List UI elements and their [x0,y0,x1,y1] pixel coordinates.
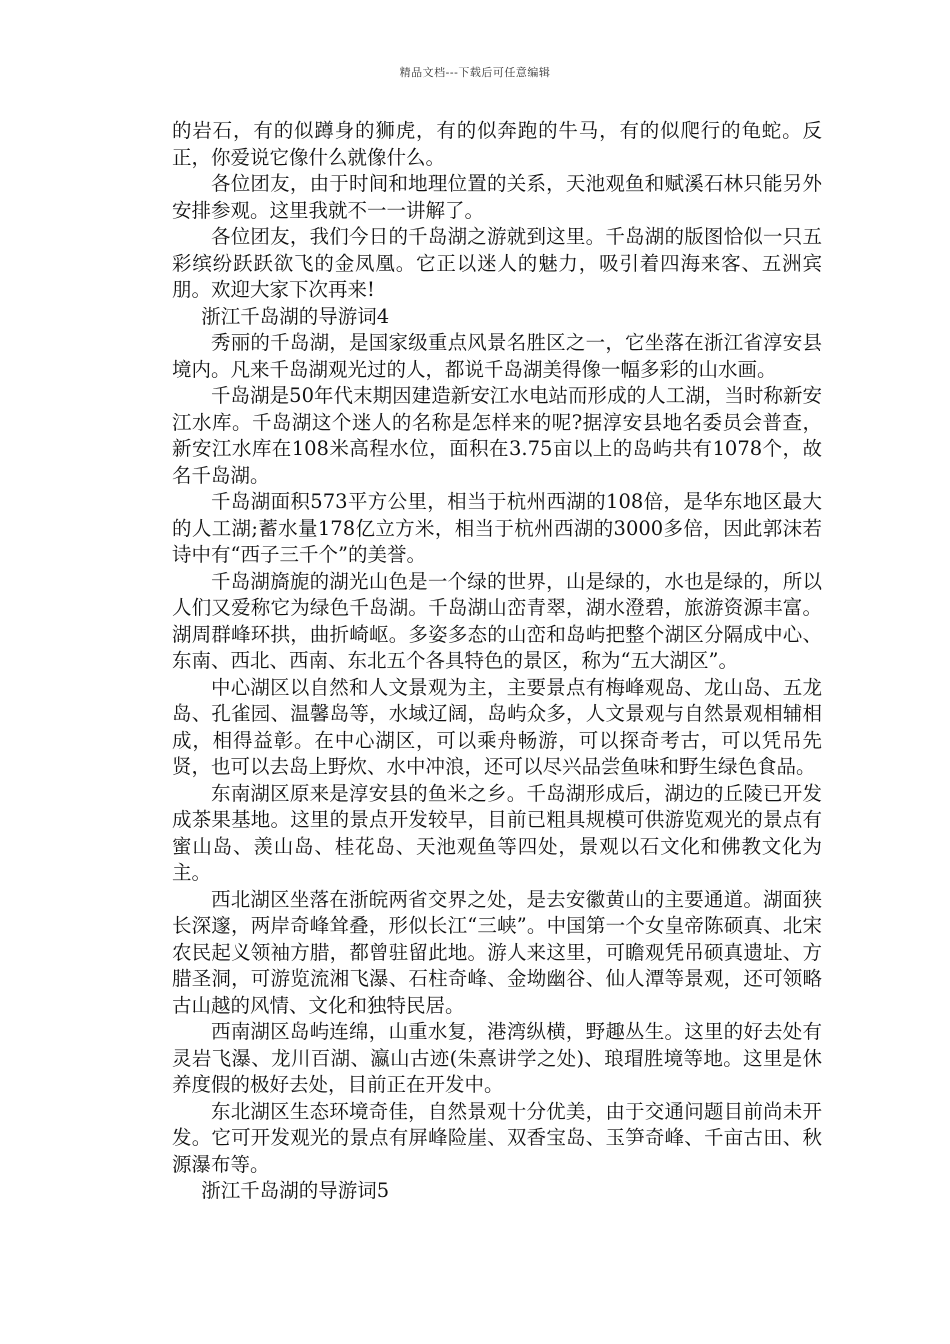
page-header: 精品文档---下载后可任意编辑 [399,66,551,79]
paragraph: 东北湖区生态环境奇佳，自然景观十分优美，由于交通问题目前尚未开发。它可开发观光的景点有屏峰险崖、双香宝岛、玉笋奇峰、千亩古田、秋源瀑布等。 [172,1099,822,1176]
paragraph: 千岛湖是50年代末期因建造新安江水电站而形成的人工湖，当时称新安江水库。千岛湖这个迷人的名称是怎样来的呢?据淳安县地名委员会普查，新安江水库在108米高程水位，面积在3.75亩以上的岛屿共有1078个，故名千岛湖。 [172,384,822,487]
paragraph: 各位团友，我们今日的千岛湖之游就到这里。千岛湖的版图恰似一只五彩缤纷跃跃欲飞的金凤凰。它正以迷人的魅力，吸引着四海来客、五洲宾朋。欢迎大家下次再来! [172,225,822,301]
paragraph: 各位团友，由于时间和地理位置的关系，天池观鱼和赋溪石林只能另外安排参观。这里我就不一一讲解了。 [172,172,822,222]
paragraph: 千岛湖面积573平方公里，相当于杭州西湖的108倍，是华东地区最大的人工湖;蓄水量178亿立方米，相当于杭州西湖的3000多倍，因此郭沫若诗中有“西子三千个”的美誉。 [172,490,822,566]
paragraph: 千岛湖旖旎的湖光山色是一个绿的世界，山是绿的，水也是绿的，所以人们又爱称它为绿色千岛湖。千岛湖山峦青翠，湖水澄碧，旅游资源丰富。湖周群峰环拱，曲折崎岖。多姿多态的山峦和岛屿把整个湖区分隔成中心、东南、西北、西南、东北五个各具特色的景区，称为“五大湖区”。 [172,569,822,672]
paragraph: 中心湖区以自然和人文景观为主，主要景点有梅峰观岛、龙山岛、五龙岛、孔雀园、温馨岛等，水域辽阔，岛屿众多，人文景观与自然景观相辅相成，相得益彰。在中心湖区，可以乘舟畅游，可以探奇考古，可以凭吊先贤，也可以去岛上野炊、水中冲浪，还可以尽兴品尝鱼味和野生绿色食品。 [172,675,822,778]
section-heading: 浙江千岛湖的导游词5 [201,1179,390,1202]
document-body [172,118,822,1205]
paragraph: 西北湖区坐落在浙皖两省交界之处，是去安徽黄山的主要通道。湖面狭长深邃，两岸奇峰耸叠，形似长江“三峡”。中国第一个女皇帝陈硕真、北宋农民起义领袖方腊，都曾驻留此地。游人来这里，可瞻观凭吊硕真遗址、方腊圣洞，可游览流湘飞瀑、石柱奇峰、金坳幽谷、仙人潭等景观，还可领略古山越的风情、文化和独特民居。 [172,887,822,1017]
paragraph: 的岩石，有的似蹲身的狮虎，有的似奔跑的牛马，有的似爬行的龟蛇。反正，你爱说它像什么就像什么。 [172,119,822,169]
paragraph: 秀丽的千岛湖，是国家级重点风景名胜区之一，它坐落在浙江省淳安县境内。凡来千岛湖观光过的人，都说千岛湖美得像一幅多彩的山水画。 [172,331,822,381]
paragraph: 东南湖区原来是淳安县的鱼米之乡。千岛湖形成后，湖边的丘陵已开发成茶果基地。这里的景点开发较早，目前已粗具规模可供游览观光的景点有蜜山岛、羡山岛、桂花岛、天池观鱼等四处，景观以石文化和佛教文化为主。 [172,781,822,884]
section-heading: 浙江千岛湖的导游词4 [201,304,390,328]
paragraph: 西南湖区岛屿连绵，山重水复，港湾纵横，野趣丛生。这里的好去处有灵岩飞瀑、龙川百湖、瀛山古迹(朱熹讲学之处)、琅瑁胜境等地。这里是休养度假的极好去处，目前正在开发中。 [172,1020,822,1096]
